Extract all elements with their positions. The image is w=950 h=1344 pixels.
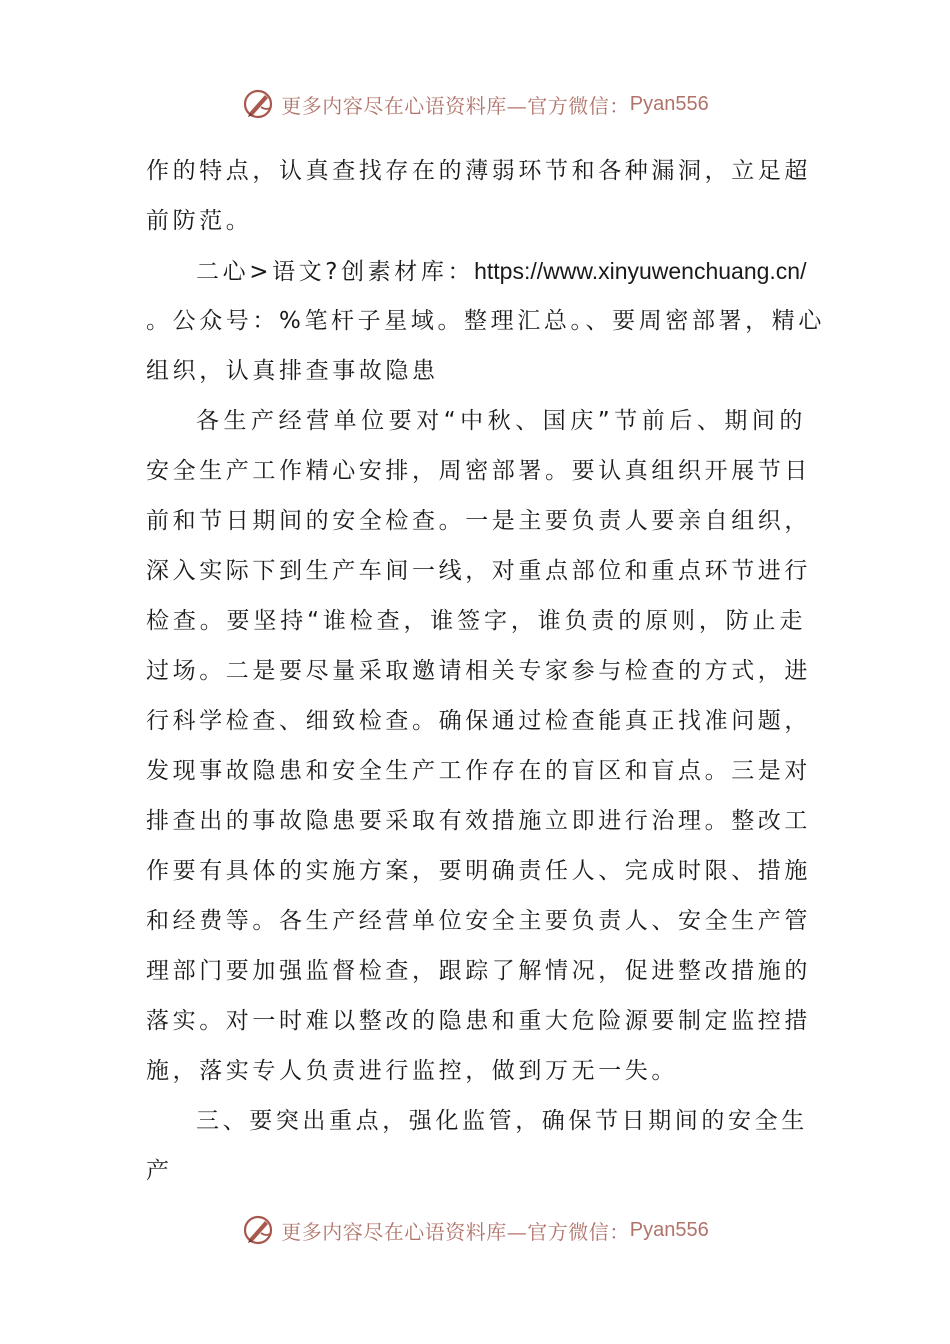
text-line: 落实。对一时难以整改的隐患和重大危险源要制定监控措 bbox=[146, 1008, 811, 1034]
text-line: 排查出的事故隐患要采取有效措施立即进行治理。整改工 bbox=[146, 808, 811, 834]
text-line: 过场。二是要尽量采取邀请相关专家参与检查的方式，进 bbox=[146, 658, 811, 684]
pen-logo-icon bbox=[241, 1213, 275, 1247]
footer-banner bbox=[0, 1210, 950, 1250]
header-banner bbox=[0, 84, 950, 124]
pen-logo-icon bbox=[241, 87, 275, 121]
text-line: 前防范。 bbox=[146, 208, 253, 234]
text-line: 作要有具体的实施方案，要明确责任人、完成时限、措施 bbox=[146, 858, 811, 884]
text-line: 组织，认真排查事故隐患 bbox=[146, 358, 439, 384]
text-line: 发现事故隐患和安全生产工作存在的盲区和盲点。三是对 bbox=[146, 758, 811, 784]
text-line: 行科学检查、细致检查。确保通过检查能真正找准问题， bbox=[146, 708, 811, 734]
text-line: 检查。要坚持“谁检查，谁签字，谁负责的原则，防止走 bbox=[146, 608, 806, 634]
text-line: 前和节日期间的安全检查。一是主要负责人要亲自组织， bbox=[146, 508, 811, 534]
document-body bbox=[146, 146, 825, 1196]
text-line: 各生产经营单位要对“中秋、国庆”节前后、期间的 bbox=[196, 408, 806, 434]
source-url: https://www.xinyuwenchuang.cn/ bbox=[474, 258, 807, 284]
text-line bbox=[146, 246, 806, 296]
text-line: 施，落实专人负责进行监控，做到万无一失。 bbox=[146, 1058, 678, 1084]
header-banner-text: 更多内容尽在心语资料库—官方微信： bbox=[281, 93, 630, 118]
text-line: 安全生产工作精心安排，周密部署。要认真组织开展节日 bbox=[146, 458, 811, 484]
text-line: 和经费等。各生产经营单位安全主要负责人、安全生产管 bbox=[146, 908, 811, 934]
text-line: 理部门要加强监督检查，跟踪了解情况，促进整改措施的 bbox=[146, 958, 811, 984]
footer-banner-text: 更多内容尽在心语资料库—官方微信： bbox=[281, 1219, 630, 1244]
text-line: 产 bbox=[146, 1158, 173, 1184]
text-line: 。公众号：%笔杆子星域。整理汇总。、要周密部署，精心 bbox=[146, 308, 825, 334]
text-line: 作的特点，认真查找存在的薄弱环节和各种漏洞，立足超 bbox=[146, 158, 811, 184]
text-line: 三、要突出重点，强化监管，确保节日期间的安全生 bbox=[196, 1108, 808, 1134]
text-line: 深入实际下到生产车间一线，对重点部位和重点环节进行 bbox=[146, 558, 811, 584]
header-wechat-id: Pyan556 bbox=[629, 92, 709, 115]
source-label: 二心>语文?创素材库： bbox=[196, 259, 475, 285]
footer-wechat-id: Pyan556 bbox=[629, 1218, 709, 1241]
